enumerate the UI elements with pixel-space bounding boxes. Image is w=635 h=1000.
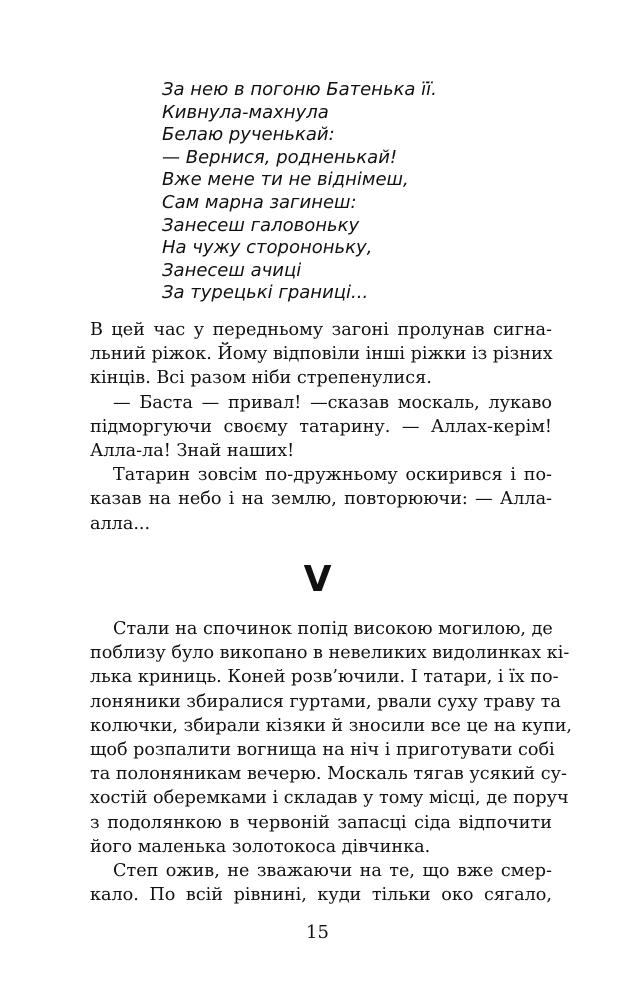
paragraph-line: підморгуючи своєму татарину. — Аллах-керім! [90,416,552,437]
poem-line: На чужу сторононьку, [162,237,373,259]
chapter-heading: V [303,559,332,600]
paragraph-line: Степ ожив, не зважаючи на те, що вже смер- [113,861,552,882]
prose-block-after-chapter [90,617,573,907]
paragraph-line: В цей час у передньому загоні пролунав сигна- [90,320,552,340]
paragraph-line: Стали на спочинок попід високою могилою, де [113,619,553,639]
paragraph-line: лька криниць. Коней розв’ючили. І татари, і їх по- [90,667,559,688]
paragraph-line: поблизу було викопано в невеликих видолинках кі- [90,643,570,664]
paragraph-line: та полоняникам вечерю. Москаль тягав усякий су- [90,764,567,785]
paragraph-line: Алла-ла! Знай наших! [90,441,295,462]
poem-line: Занесеш ачиці [162,259,302,281]
page-number: 15 [306,922,329,943]
paragraph-line: алла... [90,513,151,534]
paragraph-line: кало. По всій рівнині, куди тільки око сягало, [90,885,552,906]
poem-line: За турецькі границі... [162,282,369,304]
paragraph-line: — Баста — привал! —сказав москаль, лукаво [113,392,552,413]
paragraph-line: його маленька золотокоса дівчинка. [90,836,431,857]
paragraph-line: щоб розпалити вогнища на ніч і приготувати собі [90,740,555,761]
poem-line: Занесеш галовоньку [162,214,360,236]
poem-line: Вже мене ти не віднімеш, [162,169,409,191]
poem-line: Сам марна загинеш: [162,191,357,213]
poem-stanza [162,79,522,305]
paragraph-line: колючки, збирали кізяки й зносили все це на купи, [90,715,573,736]
poem-line: — Вернися, родненькай! [162,146,398,168]
paragraph-line: хостій оберемками і складав у тому місці, де поруч [90,788,569,809]
paragraph-line: лоняники збиралися гуртами, рвали суху траву та [90,691,561,712]
paragraph-line: з подолянкою в червоній запасці сіда відпочити [90,812,552,833]
poem-line: За нею в погоню Батенька її. [162,79,437,100]
poem-line: Кивнула-махнула [162,101,329,123]
paragraph-line: льний ріжок. Йому відповіли інші ріжки із різних [90,344,553,365]
prose-block-before-chapter [90,318,552,536]
poem-line: Белаю рученькай: [162,124,335,146]
paragraph-line: казав на небо і на землю, повторюючи: — Алла- [90,489,552,510]
paragraph-line: Татарин зовсім по-дружньому оскирився і по- [113,465,552,486]
paragraph-line: кінців. Всі разом ніби стрепенулися. [90,368,432,389]
